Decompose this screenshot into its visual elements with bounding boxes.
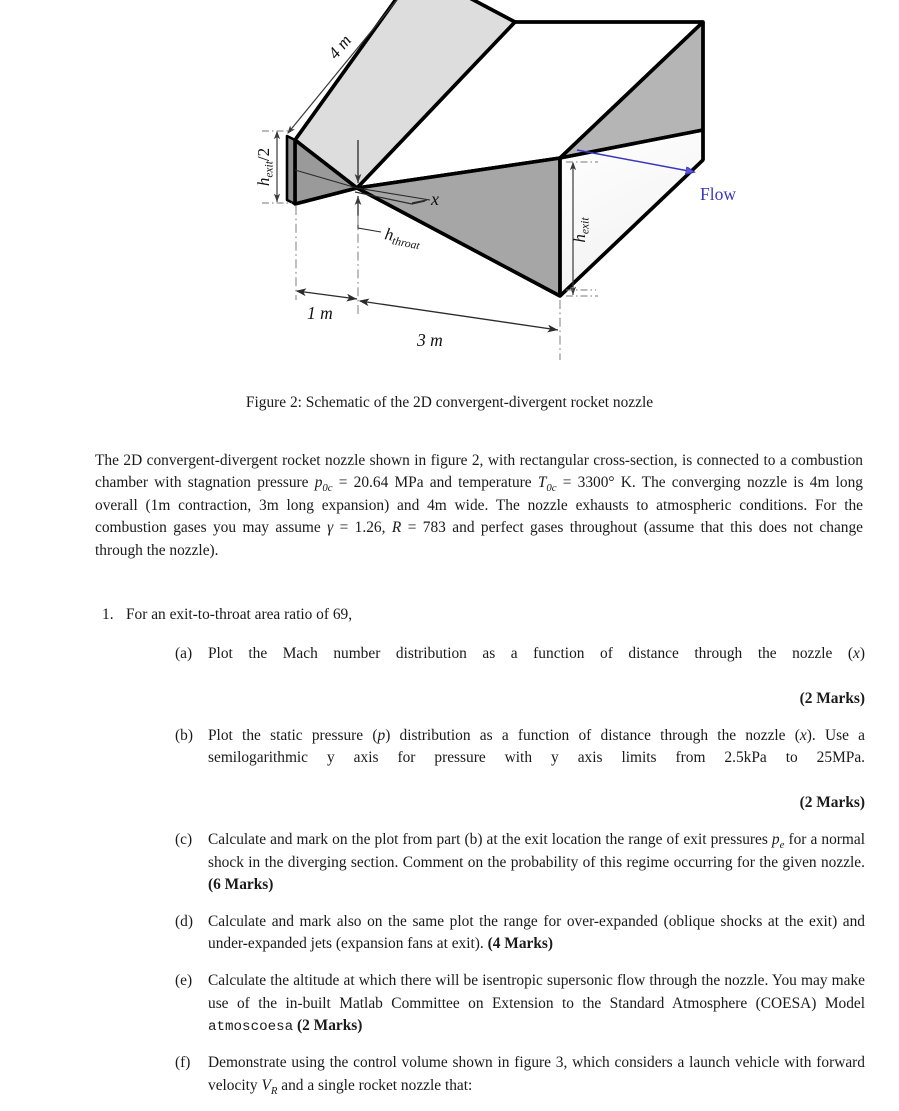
question-text-1: For an exit-to-throat area ratio of 69, xyxy=(126,606,353,623)
subitem-marker-f: (f) xyxy=(175,1054,191,1072)
dimension-label-throat-height: $h_{throat}$ xyxy=(383,224,421,253)
symbol-R: R xyxy=(391,519,402,537)
dimension-label-contraction: 1 m xyxy=(307,303,333,323)
subitem-c xyxy=(175,829,865,896)
subitem-marker-a: (a) xyxy=(175,645,193,663)
dimension-label-exit-height: $h_{exit}$ xyxy=(570,217,592,243)
subitem-b-symbol: p xyxy=(377,727,386,745)
symbol-gamma: γ xyxy=(327,519,334,537)
dimension-contraction-1m xyxy=(297,291,357,323)
symbol-p0c-sub: 0c xyxy=(322,482,333,495)
axis-label-x: x xyxy=(431,189,439,209)
subitem-c-text-after: for a normal shock in the diverging section. Comment on the probability of this regime occurring for the given nozzle. xyxy=(208,831,865,871)
figure-caption: Figure 2: Schematic of the 2D convergent-divergent rocket nozzle xyxy=(245,394,654,411)
subitem-c-marks: (6 Marks) xyxy=(208,875,274,893)
subitem-f xyxy=(175,1052,865,1097)
symbol-p0c: p xyxy=(314,474,323,492)
dimension-label-depth: 4 m xyxy=(324,31,356,63)
symbol-t0c: T xyxy=(537,474,547,492)
subitem-a-symbol: x xyxy=(853,645,860,663)
intro-text-3: = 3300° K. The converging nozzle is 4m long overall (1m contraction, 3m long expansion) and 4m wide. The nozzle exhausts to atmospheric conditions. For the combustion gases you may assume xyxy=(95,474,863,537)
nozzle-diagram-svg xyxy=(0,0,899,378)
subitem-c-symbol-sub: e xyxy=(779,839,785,852)
subitem-e-code: atmoscoesa xyxy=(208,1019,294,1036)
dimension-label-inlet-height: $h_{exit}/2$ xyxy=(254,147,276,187)
subitem-f-symbol: V xyxy=(261,1076,271,1094)
subitem-b: (b) Plot the static pressure (p) distribution as a function of distance through the nozzle (x). Use a semilogarithmic y axis for pressure with y axis limits from 2.5kPa to 25MPa. (2 Marks) xyxy=(175,725,865,815)
subitem-marker-b: (b) xyxy=(175,727,193,745)
figure-2-schematic xyxy=(0,0,899,411)
symbol-t0c-sub: 0c xyxy=(546,482,557,495)
subitem-marker-e: (e) xyxy=(175,972,193,990)
subitem-d-marks: (4 Marks) xyxy=(487,935,554,953)
subitem-marker-c: (c) xyxy=(175,831,193,849)
dimension-label-expansion: 3 m xyxy=(417,330,443,350)
subitem-d-text: Calculate and mark also on the same plot the range for over-expanded (oblique shocks at the exit) and under-expanded jets (expansion fans at exit). xyxy=(208,912,865,953)
subitem-b-text-line2: ). Use a semilogarithmic y axis for pressure with y axis limits from 2.5kPa to 25MPa. xyxy=(208,727,865,767)
question-marker-1: 1. xyxy=(102,606,114,623)
subitem-b-text-before: Plot the static pressure ( xyxy=(208,727,378,745)
question-item-1 xyxy=(95,604,865,1097)
subitem-e-text-before: Calculate the altitude at which there will be isentropic supersonic flow through the nozzle. You may make use of the in-built Matlab Committee on Extension to the Standard Atmosphere (COESA) Model xyxy=(208,972,865,1012)
intro-text-5: = 783 and perfect gases throughout (assume that this does not change through the nozzle). xyxy=(95,519,863,559)
subitem-f-text-before: Demonstrate using the control volume shown in figure 3, which considers a launch vehicle with forward velocity xyxy=(208,1054,865,1094)
dimension-expansion-3m xyxy=(360,301,558,350)
intro-paragraph xyxy=(95,450,863,562)
question-list xyxy=(95,604,865,1111)
question-sublist xyxy=(126,643,865,1097)
subitem-b-marks: (2 Marks) xyxy=(799,794,865,812)
subitem-a-text-before: Plot the Mach number distribution as a function of distance through the nozzle ( xyxy=(208,645,854,663)
intro-text-1: The 2D convergent-divergent rocket nozzle shown in figure 2, with rectangular cross-section, is connected to a combustion chamber with stagnation pressure xyxy=(95,452,863,492)
subitem-b-text-after: ) distribution as a function of distance through the nozzle xyxy=(385,727,786,745)
subitem-b-symbol-2: x xyxy=(799,727,807,745)
intro-text-4: = 1.26, xyxy=(333,519,392,537)
subitem-a-marks: (2 Marks) xyxy=(799,690,865,708)
flow-label: Flow xyxy=(700,184,736,204)
subitem-marker-d: (d) xyxy=(175,912,193,930)
subitem-a xyxy=(175,643,865,710)
intro-text-2: = 20.64 MPa and temperature xyxy=(332,474,538,492)
subitem-d xyxy=(175,911,865,956)
subitem-f-symbol-sub: R xyxy=(270,1084,278,1097)
subitem-e-marks: (2 Marks) xyxy=(297,1017,363,1035)
subitem-e xyxy=(175,970,865,1037)
subitem-c-symbol: p xyxy=(771,831,780,849)
subitem-f-text-after: and a single rocket nozzle that: xyxy=(277,1076,473,1094)
subitem-c-text-before: Calculate and mark on the plot from part (b) at the exit location the range of exit pressures xyxy=(208,831,772,849)
subitem-a-text-after: ) xyxy=(859,645,865,663)
